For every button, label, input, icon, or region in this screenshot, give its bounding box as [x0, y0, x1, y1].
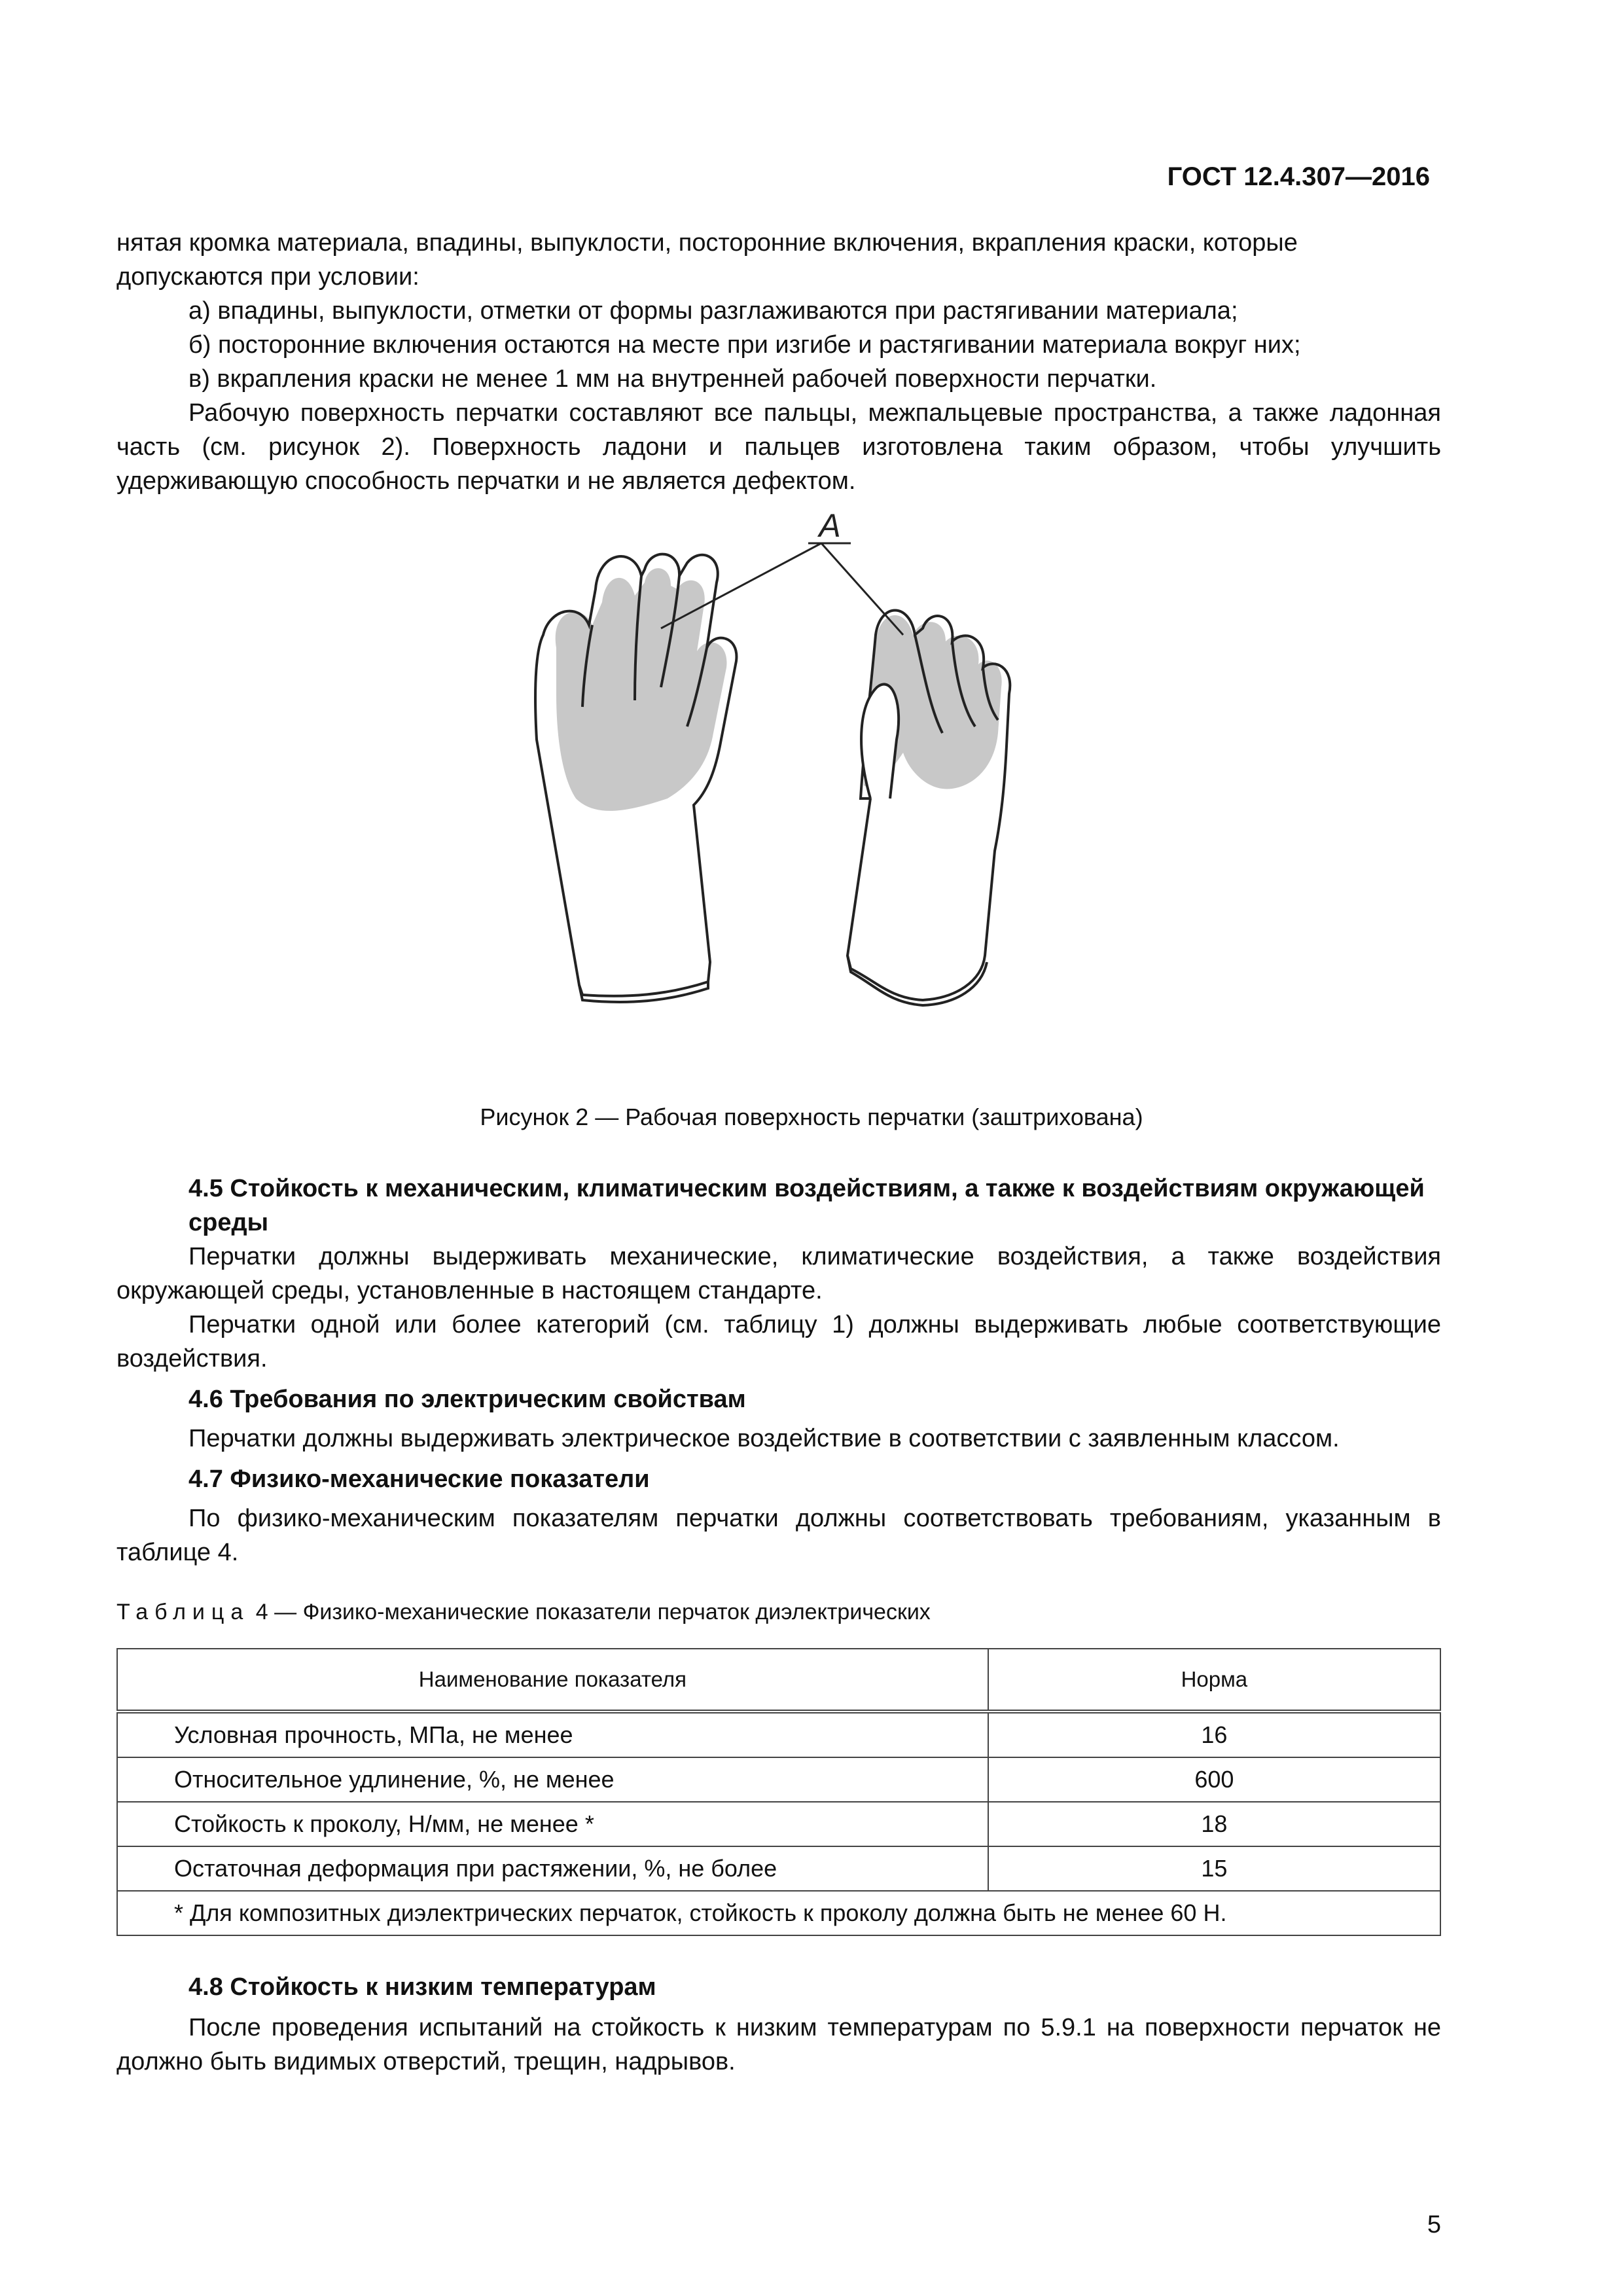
leader-line-right — [821, 543, 903, 635]
document-header: ГОСТ 12.4.307—2016 — [1167, 162, 1430, 191]
table-cell-value: 600 — [988, 1757, 1440, 1802]
paragraph: Перчатки должны выдерживать электрическое воздействие в соответствии с заявленным классом. — [188, 1425, 1340, 1452]
page-number: 5 — [1427, 2211, 1441, 2238]
section-heading-4-8: 4.8 Стойкость к низким температурам — [188, 1973, 656, 2001]
intro-text-block — [116, 226, 1441, 498]
column-header: Наименование показателя — [117, 1649, 988, 1712]
list-item: б) посторонние включения остаются на месте при изгибе и растягивании материала вокруг них; — [188, 331, 1301, 359]
paragraph: Рабочую поверхность перчатки составляют все пальцы, межпальцевые пространства, а также ладонная часть (см. рисунок 2). Поверхность ладони и пальцев изготовлена таким образом, чтобы улучшить удерживающую способность перчатки и не является дефектом. — [116, 399, 1441, 495]
table-row — [117, 1846, 1440, 1891]
right-glove — [847, 611, 1010, 1006]
table-cell-name: Условная прочность, МПа, не менее — [117, 1712, 988, 1757]
paragraph: Перчатки одной или более категорий (см. таблицу 1) должны выдерживать любые соответствующие воздействия. — [116, 1311, 1441, 1372]
column-header: Норма — [988, 1649, 1440, 1712]
gloves-figure — [471, 511, 1086, 1086]
table-cell-name: Остаточная деформация при растяжении, %, не более — [117, 1846, 988, 1891]
table-4 — [116, 1648, 1441, 1936]
sections-block — [116, 1172, 1441, 1570]
paragraph: По физико-механическим показателям перчатки должны соответствовать требованиям, указанным в таблице 4. — [116, 1505, 1441, 1566]
table-row — [117, 1757, 1440, 1802]
table-cell-value: 18 — [988, 1802, 1440, 1846]
table-row — [117, 1712, 1440, 1757]
table-header-row — [117, 1649, 1440, 1712]
list-item: в) вкрапления краски не менее 1 мм на внутренней рабочей поверхности перчатки. — [188, 365, 1157, 393]
paragraph: После проведения испытаний на стойкость к низким температурам по 5.9.1 на поверхности перчаток не должно быть видимых отверстий, трещин, надрывов. — [116, 2014, 1441, 2075]
paragraph-line: нятая кромка материала, впадины, выпуклости, посторонние включения, вкрапления краски, которые — [116, 229, 1298, 257]
left-glove — [535, 554, 736, 1002]
table-cell-name: Относительное удлинение, %, не менее — [117, 1757, 988, 1802]
paragraph-line: допускаются при условии: — [116, 263, 419, 291]
table-caption-text: 4 — Физико-механические показатели перчаток диэлектрических — [255, 1600, 931, 1624]
table-cell-value: 16 — [988, 1712, 1440, 1757]
figure-caption: Рисунок 2 — Рабочая поверхность перчатки (заштрихована) — [480, 1103, 1143, 1130]
table-caption — [116, 1600, 931, 1625]
section-heading-4-6: 4.6 Требования по электрическим свойствам — [188, 1386, 746, 1413]
table-caption-word: Таблица — [116, 1600, 250, 1624]
table-row — [117, 1802, 1440, 1846]
label-a: A — [819, 511, 841, 544]
list-item: а) впадины, выпуклости, отметки от формы разглаживаются при растягивании материала; — [188, 297, 1238, 325]
paragraph: Перчатки должны выдерживать механические, климатические воздействия, а также воздействия окружающей среды, установленные в настоящем стандарте. — [116, 1243, 1441, 1304]
table-cell-name: Стойкость к проколу, Н/мм, не менее * — [117, 1802, 988, 1846]
table-note-row — [117, 1891, 1440, 1935]
table-note: * Для композитных диэлектрических перчаток, стойкость к проколу должна быть не менее 60 Н. — [117, 1891, 1440, 1935]
section-4-8-block — [116, 1970, 1441, 2079]
table-cell-value: 15 — [988, 1846, 1440, 1891]
section-heading-4-5: 4.5 Стойкость к механическим, климатическим воздействиям, а также к воздействиям окружающей среды — [188, 1175, 1425, 1236]
section-heading-4-7: 4.7 Физико-механические показатели — [188, 1465, 650, 1493]
